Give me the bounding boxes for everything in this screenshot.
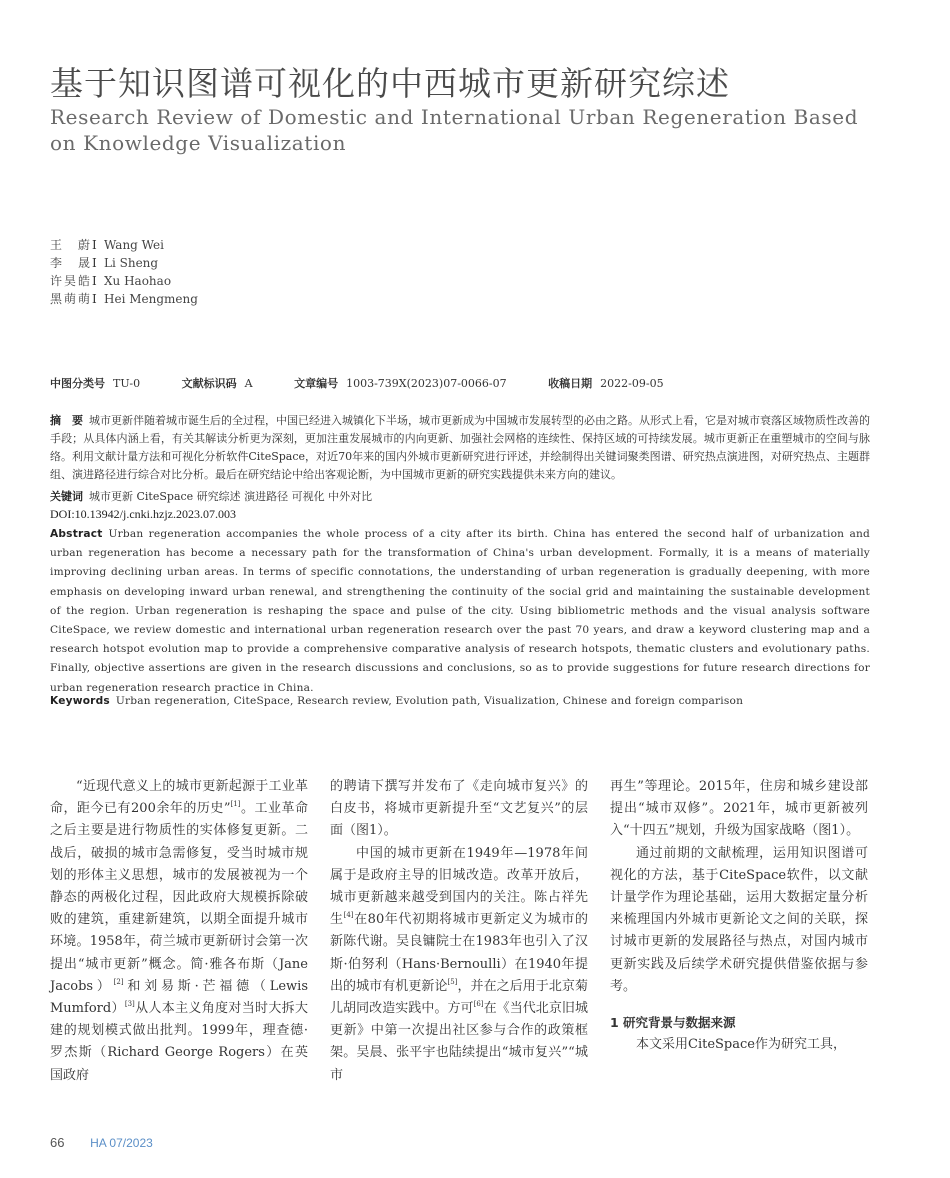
title-english: Research Review of Domestic and International Urban Regeneration Based on Knowledge Visualization [50,105,859,155]
author-separator: I [92,238,97,252]
author-row [50,272,198,290]
author-separator: I [92,256,97,270]
author-list [50,236,198,308]
author-separator: I [92,292,97,306]
keywords-cn-text: 城市更新 CiteSpace 研究综述 演进路径 可视化 中外对比 [89,490,373,503]
author-row [50,290,198,308]
citation[interactable]: [5] [447,977,458,986]
abstract-cn-label: 摘 要 [50,414,83,427]
abstract-en-text: Urban regeneration accompanies the whole process of a city after its birth. China has entered the second half of urbanization and urban regeneration has become a necessary path for the transformation of China's urban development. Formally, it is a means of materially improving declining urban areas. In terms of specific connotations, the understanding of urban regeneration is gradually deepening, with more emphasis on developing inward urban renewal, and strengthening the continuity of the social grid and maintaining the sustainable development of the region. Urban regeneration is reshaping the space and pulse of the city. Using bibliometric methods and the visual analysis software CiteSpace, we review domestic and international urban regeneration research over the past 70 years, and draw a keyword clustering map and a research hotspot evolution map to provide a comprehensive comparative analysis of research hotspots, thematic clusters and evolutionary paths. Finally, objective assertions are given in the research discussions and conclusions, so as to provide suggestions for future research directions for urban regeneration research practice in China. [50,528,870,694]
citation[interactable]: [3] [124,1000,135,1009]
keywords-en-text: Urban regeneration, CiteSpace, Research review, Evolution path, Visualization, Chinese and foreign comparison [115,695,744,707]
body-paragraph: 通过前期的文献梳理，运用知识图谱可视化的方法，基于CiteSpace软件，以文献计量学作为理论基础，运用大数据定量分析来梳理国内外城市更新论文之间的关联，探讨城市更新的发展路径与热点，对国内城市更新实践及后续学术研究提供借鉴依据与参考。 [610,845,868,994]
keywords-cn-label: 关键词 [50,490,83,503]
body-column-3 [610,776,868,1056]
citation[interactable]: [1] [230,800,241,809]
body-paragraph: 本文采用CiteSpace作为研究工具， [636,1037,846,1053]
citation[interactable]: [6] [473,1000,484,1009]
author-name-en: Li Sheng [104,256,159,270]
abstract-cn-text: 城市更新伴随着城市诞生后的全过程，中国已经进入城镇化下半场，城市更新成为中国城市发展转型的必由之路。从形式上看，它是对城市衰落区域物质性改善的手段；从具体内涵上看，有关其解读分析更为深刻，更加注重发展城市的内向更新、加强社会网格的连续性、保持区域的可持续发展。城市更新正在重塑城市的空间与脉络。利用文献计量方法和可视化分析软件CiteSpace，对近70年来的国内外城市更新研究进行评述，并绘制得出关键词聚类图谱、研究热点演进图，对研究热点、主题群组、演进路径进行综合对比分析。最后在研究结论中给出客观论断，为中国城市更新的研究实践提供未来方向的建议。 [50,414,870,481]
author-name-cn: 许昊皓 [50,274,93,288]
section-heading: 1 研究背景与数据来源 [610,1015,736,1031]
citation[interactable]: [2] [113,977,124,986]
keywords-chinese [50,488,372,504]
author-row [50,254,198,272]
abstract-en-label: Abstract [50,528,103,540]
clc-number: 中图分类号 TU-0 [50,377,141,390]
keywords-en-label: Keywords [50,695,110,707]
received-date: 收稿日期 2022-09-05 [548,377,664,390]
body-column-1 [50,776,308,1087]
author-name-cn: 王 蔚 [50,238,93,252]
author-row [50,236,198,254]
author-name-en: Xu Haohao [104,274,172,288]
author-name-cn: 黑萌萌 [50,292,93,306]
author-name-cn: 李 晟 [50,256,93,270]
article-number: 文章编号 1003-739X(2023)07-0066-07 [294,377,507,390]
body-paragraph: 再生”等理论。2015年，住房和城乡建设部提出“城市双修”。2021年，城市更新被列入“十四五”规划，升级为国家战略（图1）。 [610,779,868,839]
page-footer [50,1135,153,1150]
doi: DOI:10.13942/j.cnki.hzjz.2023.07.003 [50,507,236,521]
page-number: 66 [50,1135,65,1150]
abstract-english [50,525,870,698]
title-chinese: 基于知识图谱可视化的中西城市更新研究综述 [50,64,730,103]
journal-issue: HA 07/2023 [90,1136,153,1150]
author-name-en: Hei Mengmeng [104,292,198,306]
author-name-en: Wang Wei [104,238,164,252]
body-paragraph: 中国的城市更新在1949年—1978年间属于是政府主导的旧城改造。改革开放后，城市更新越来越受到国内的关注。陈占祥先生[4]在80年代初期将城市更新定义为城市的新陈代谢。吴良镛院士在1983年也引入了汉斯·伯努利（Hans·Bernoulli）在1940年提出的城市有机更新论[5]，并在之后用于北京菊儿胡同改造实践中。方可[6]在《当代北京旧城更新》中第一次提出社区参与合作的政策框架。吴晨、张平宇也陆续提出“城市复兴”“城市 [330,845,588,1083]
citation[interactable]: [4] [343,911,354,920]
body-paragraph: “近现代意义上的城市更新起源于工业革命，距今已有200余年的历史”[1]。工业革命之后主要是进行物质性的实体修复更新。二战后，破损的城市急需修复，受当时城市规划的形体主义思想，城市的发展被视为一个静态的两极化过程，因此政府大规模拆除破败的建筑，重建新建筑，以期全面提升城市环境。1958年，荷兰城市更新研讨会第一次提出“城市更新”概念。简·雅各布斯（Jane Jacobs）[2]和刘易斯·芒福德（Lewis Mumford）[3]从人本主义角度对当时大拆大建的规划模式做出批判。1999年，理查德·罗杰斯（Richard George Rogers）在英国政府 [50,779,308,1083]
abstract-chinese [50,412,870,484]
document-code: 文献标识码 A [181,377,253,390]
article-meta [50,375,702,391]
author-separator: I [92,274,97,288]
keywords-english [50,695,743,707]
body-column-2 [330,776,588,1087]
body-paragraph: 的聘请下撰写并发布了《走向城市复兴》的白皮书，将城市更新提升至“文艺复兴”的层面（图1）。 [330,779,588,839]
